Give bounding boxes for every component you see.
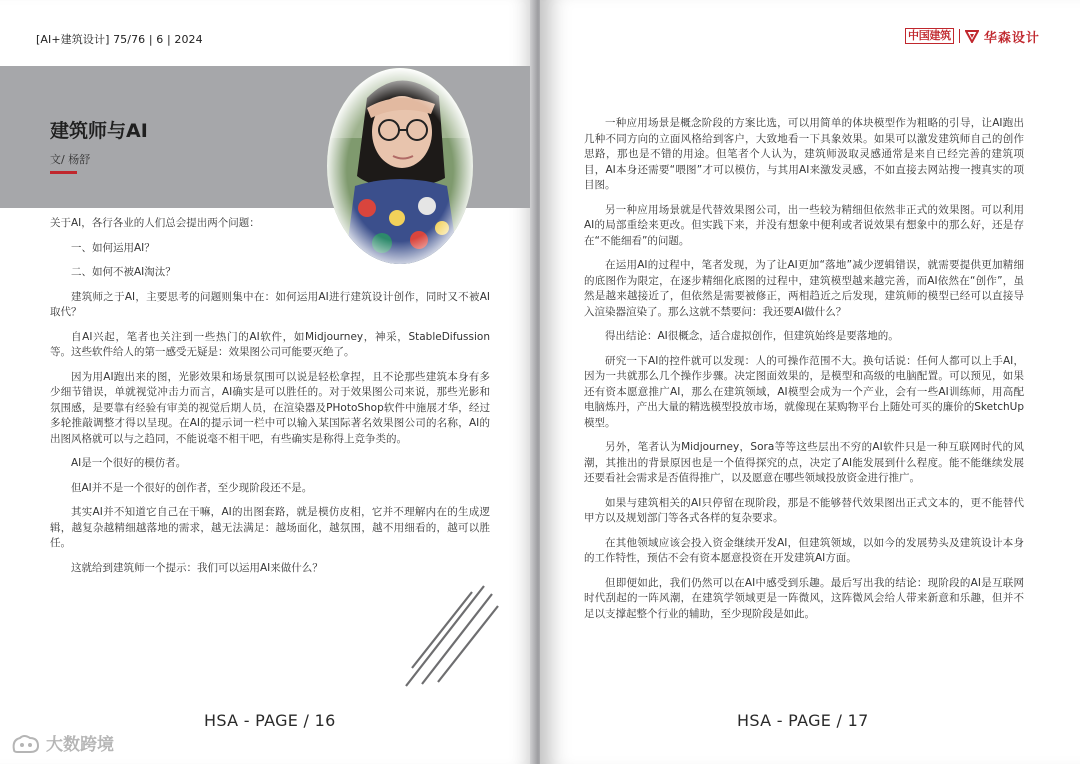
question-item: 二、如何不被AI淘汰？ xyxy=(71,266,176,278)
decorative-slash-lines xyxy=(400,582,500,692)
article-title: 建筑师与AI xyxy=(50,120,148,142)
question-item: 一、如何运用AI？ xyxy=(71,241,155,254)
page-number-left: HSA - PAGE / 16 xyxy=(204,711,336,730)
paragraph: 另外，笔者认为Midjourney，Sora等等这些层出不穷的AI软件只是一种互联网时代的风潮，其推出的背景原因也是一个值得探究的点，决定了AI能发展到什么程度。能不能继续发展还要看社会需求是否值得推广，以及愿意在哪些领域投放资金进行推广。 xyxy=(584,441,1024,484)
paragraph: 一种应用场景是概念阶段的方案比选，可以用简单的体块模型作为粗略的引导，让AI跑出几种不同方向的立面风格给到客户，大致地看一下具象效果。如果可以激发建筑师自己的创作思路，那也是不错的用途。但笔者个人认为，建筑师汲取灵感通常是来自已经完善的建筑项目，AI本身还需要“喂图”才可以模仿，与其用AI来激发灵感，不如直接去网站搜一搜真实的项目图。 xyxy=(584,117,1024,191)
cscec-logo: 中国建筑 xyxy=(905,28,954,44)
watermark-logo-icon xyxy=(10,732,42,754)
watermark-text: 大数跨境 xyxy=(46,735,114,755)
page-number-right: HSA - PAGE / 17 xyxy=(737,711,869,730)
publisher-logo xyxy=(905,27,1040,45)
right-page xyxy=(540,0,1080,764)
paragraph: 得出结论：AI很概念，适合虚拟创作，但建筑始终是要落地的。 xyxy=(605,330,899,342)
left-page xyxy=(0,0,536,764)
article-author: 文/ 杨舒 xyxy=(50,153,91,166)
paragraph: 但即便如此，我们仍然可以在AI中感受到乐趣。最后写出我的结论：现阶段的AI是互联网时代刮起的一阵风潮，在建筑学领域更是一阵微风，这阵微风会给人带来新意和乐趣，但并不足以支撑起整个行业的辅助，至少现阶段是如此。 xyxy=(584,576,1024,620)
paragraph: 另一种应用场景就是代替效果图公司，出一些较为精细但依然非正式的效果图。可以利用AI的局部重绘来更改。但实践下来，并没有想象中便利或者说效果有想象中的那么好，还是存在“不能细看”的问题。 xyxy=(584,203,1024,247)
watermark xyxy=(10,730,114,755)
paragraph: 如果与建筑相关的AI只停留在现阶段，那是不能够替代效果图出正式文本的，更不能替代甲方以及规划部门等各式各样的复杂要求。 xyxy=(584,496,1024,524)
left-column xyxy=(50,216,490,585)
paragraph: 因为用AI跑出来的图，光影效果和场景氛围可以说是轻松拿捏，且不论那些建筑本身有多少细节错误，单就视觉冲击力而言，AI确实是可以胜任的。对于效果图公司来说，那些光影和氛围感，是要靠有经验有审美的视觉后期人员，在渲染器及PHotoShop软件中施展才华，经过多轮推敲调整才得以呈现。在AI的提示词一栏中可以输入某国际著名效果图公司的名称，AI的出图风格就可以与之趋同，不能说毫不相干吧，有些确实是称得上竞争类的。 xyxy=(50,370,490,445)
paragraph: 在运用AI的过程中，笔者发现，为了让AI更加“落地”减少逻辑错误，就需要提供更加精细的底图作为限定，在逐步精细化底图的过程中，建筑模型越来越完善，而AI依然在“创作”，虽然是越来越接近了，但依然是需要被修正，两相趋近之后发现，建筑师的模型已经可以直接导入渲染器渲染了。那么这就不禁要问：我还要AI做什么？ xyxy=(584,259,1024,318)
right-column xyxy=(584,116,1024,631)
issue-line: [AI+建筑设计] 75/76 | 6 | 2024 xyxy=(36,33,203,46)
paragraph: 关于AI，各行各业的人们总会提出两个问题： xyxy=(50,217,260,229)
paragraph: AI是一个很好的模仿者。 xyxy=(71,457,187,469)
paragraph: 自AI兴起，笔者也关注到一些热门的AI软件，如Midjourney，神采，StableDifussion等。这些软件给人的第一感受无疑是：效果图公司可能要灭绝了。 xyxy=(50,330,490,358)
paragraph: 建筑师之于AI，主要思考的问题则集中在：如何运用AI进行建筑设计创作，同时又不被AI取代？ xyxy=(50,290,490,318)
paragraph: 这就给到建筑师一个提示：我们可以运用AI来做什么？ xyxy=(71,561,323,574)
hsa-mark-icon xyxy=(965,29,979,43)
paragraph: 但AI并不是一个很好的创作者，至少现阶段还不是。 xyxy=(71,481,313,494)
hsa-logo-name: 华森设计 xyxy=(983,30,1040,46)
logo-divider xyxy=(959,29,960,43)
title-accent-rule xyxy=(50,171,77,174)
paragraph: 研究一下AI的控件就可以发现：人的可操作范围不大。换句话说：任何人都可以上手AI，因为一共就那么几个操作步骤。决定图面效果的，是模型和高级的电脑配置。可以预见，如果还有资本愿意推广AI，那么在建筑领域，AI模型会成为一个产业，会有一些AI训练师，用高配电脑炼丹，产出大量的精选模型投放市场，就像现在某购物平台上随处可买的廉价的SketchUp模型。 xyxy=(584,354,1024,429)
paragraph: 在其他领域应该会投入资金继续开发AI，但建筑领域，以如今的发展势头及建筑设计本身的工作特性，预估不会有资本愿意投资在开发建筑AI方面。 xyxy=(584,536,1024,564)
paragraph: 其实AI并不知道它自己在干嘛，AI的出图套路，就是模仿皮相，它并不理解内在的生成逻辑，越复杂越精细越落地的需求，越无法满足：越场面化，越氛围，越不用细看的，越可以胜任。 xyxy=(50,506,490,549)
